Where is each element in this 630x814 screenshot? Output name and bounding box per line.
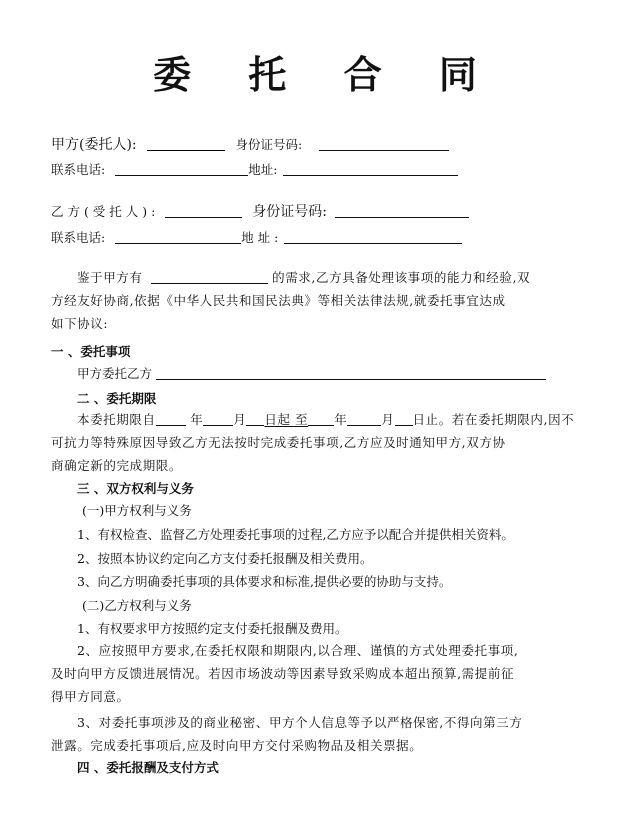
entrust-matter-field[interactable] <box>156 367 546 380</box>
section-1-heading: 一 、委托事项 <box>51 344 131 359</box>
section-2-heading: 二 、委托期限 <box>77 391 157 406</box>
party-b-right-2-line-2: 及时向甲方反馈进展情况。若因市场波动等因素导致采购成本超出预算,需提前征 <box>51 666 515 681</box>
party-a-phone-field[interactable] <box>115 163 248 176</box>
party-a-addr-label: 地址: <box>248 162 278 177</box>
party-b-phone-field[interactable] <box>115 231 241 244</box>
party-b-name-field[interactable] <box>165 205 242 218</box>
party-a-label: 甲方(委托人): <box>51 137 137 153</box>
party-b-phone-label: 联系电话: <box>51 230 106 245</box>
section-3-heading: 三 、双方权利与义务 <box>77 481 194 496</box>
party-b-id-field[interactable] <box>335 205 469 218</box>
party-b-row <box>51 204 469 220</box>
term-text-b: 日止。若在委托期限内,因不 <box>412 412 575 427</box>
party-a-rights-title: (一)甲方权利与义务 <box>82 503 192 518</box>
party-a-right-3: 3、向乙方明确委托事项的具体要求和标准,提供必要的协助与支持。 <box>77 574 452 589</box>
party-b-rights-title: (二)乙方权利与义务 <box>82 598 192 613</box>
term-text-2: 可抗力等特殊原因导致乙方无法按时完成委托事项,乙方应及时通知甲方,双方协 <box>51 435 506 450</box>
party-b-right-3-line-2: 泄露。完成委托事项后,应及时向甲方交付采购物品及相关票据。 <box>51 738 423 753</box>
intro-text-2: 方经友好协商,依据《中华人民共和国民法典》等相关法律法规,就委托事宜达成 <box>51 293 506 308</box>
term-year2-label: 年 <box>334 412 348 427</box>
term-text-3: 商确定新的完成期限。 <box>51 458 183 473</box>
start-year-field[interactable] <box>156 413 186 426</box>
entrust-label: 甲方委托乙方 <box>77 366 153 381</box>
intro-paragraph <box>51 266 591 335</box>
intro-text-1a: 鉴于甲方有 <box>77 270 143 285</box>
party-b-right-2-line-3: 得甲方同意。 <box>51 689 130 704</box>
party-a-name-field[interactable] <box>147 138 225 151</box>
party-b-label: 乙 方 ( 受 托 人 ) : <box>51 204 156 219</box>
end-month-field[interactable] <box>347 413 381 426</box>
start-month-field[interactable] <box>203 413 233 426</box>
section-1-line <box>77 366 546 382</box>
page-title: 委 托 合 同 <box>153 53 499 97</box>
party-a-contact-row <box>51 162 458 178</box>
start-day-field[interactable] <box>246 413 264 426</box>
party-b-right-3 <box>51 711 591 757</box>
party-a-id-field[interactable] <box>319 138 449 151</box>
end-year-field[interactable] <box>308 413 334 426</box>
party-b-id-label: 身份证号码: <box>252 204 327 220</box>
term-text-a: 本委托期限自 <box>77 412 156 427</box>
party-a-right-1: 1、有权检查、监督乙方处理委托事项的过程,乙方应予以配合并提供相关资料。 <box>77 527 514 542</box>
party-b-addr-label: 地 址 : <box>241 230 279 245</box>
intro-text-1b: 的需求,乙方具备处理该事项的能力和经验,双 <box>272 270 531 285</box>
party-a-addr-field[interactable] <box>283 163 458 176</box>
intro-need-field[interactable] <box>151 271 268 284</box>
term-month-label: 月 <box>233 412 247 427</box>
section-4-heading: 四 、委托报酬及支付方式 <box>77 760 219 775</box>
party-b-right-3-line-1: 3、对委托事项涉及的商业秘密、甲方个人信息等予以严格保密,不得向第三方 <box>77 715 523 730</box>
term-day-from: 日起 至 <box>264 412 309 427</box>
party-b-contact-row <box>51 230 462 246</box>
party-a-row <box>51 137 449 153</box>
party-a-id-label: 身份证号码: <box>235 137 303 152</box>
section-2-paragraph <box>51 408 591 477</box>
party-a-right-2: 2、按照本协议约定向乙方支付委托报酬及相关费用。 <box>77 551 373 566</box>
party-a-phone-label: 联系电话: <box>51 162 106 177</box>
party-b-right-2-line-1: 2、应按照甲方要求,在委托权限和期限内,以合理、谨慎的方式处理委托事项, <box>77 643 519 658</box>
party-b-addr-field[interactable] <box>284 231 462 244</box>
term-month2-label: 月 <box>381 412 395 427</box>
end-day-field[interactable] <box>395 413 413 426</box>
term-year-label: 年 <box>190 412 204 427</box>
party-b-right-1: 1、有权要求甲方按照约定支付委托报酬及费用。 <box>77 621 348 636</box>
party-b-right-2 <box>51 639 591 708</box>
intro-text-3: 如下协议: <box>51 316 109 331</box>
